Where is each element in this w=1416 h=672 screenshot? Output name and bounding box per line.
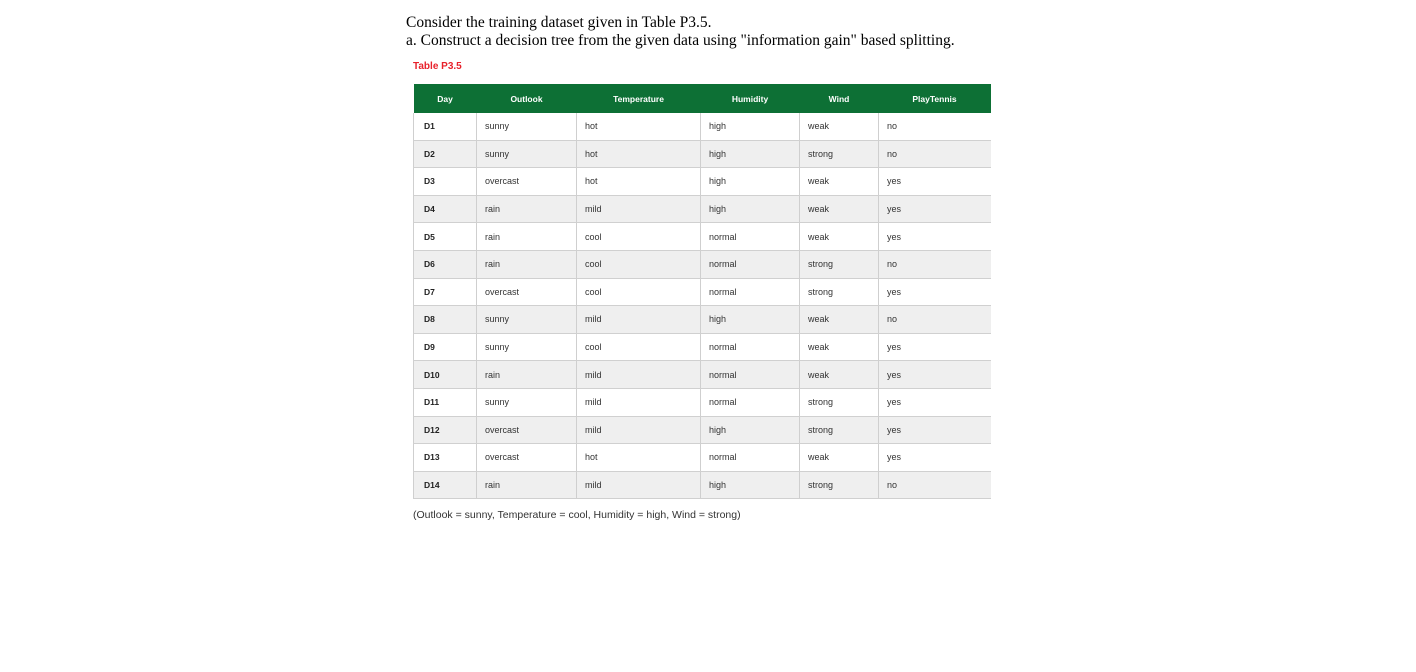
cell-wind: weak (800, 333, 879, 361)
cell-humidity: high (701, 113, 800, 140)
cell-outlook: overcast (477, 444, 577, 472)
cell-temperature: cool (577, 278, 701, 306)
table-row (414, 471, 991, 499)
table-row (414, 416, 991, 444)
cell-wind: strong (800, 388, 879, 416)
table-footnote: (Outlook = sunny, Temperature = cool, Humidity = high, Wind = strong) (413, 509, 741, 521)
column-header-day: Day (414, 84, 477, 113)
cell-humidity: high (701, 168, 800, 196)
cell-playtennis: yes (879, 333, 991, 361)
cell-playtennis: yes (879, 388, 991, 416)
cell-outlook: sunny (477, 306, 577, 334)
table-header-row (414, 84, 991, 113)
cell-wind: weak (800, 306, 879, 334)
cell-wind: strong (800, 140, 879, 168)
table-row (414, 361, 991, 389)
cell-wind: weak (800, 168, 879, 196)
cell-day: D7 (414, 278, 477, 306)
cell-playtennis: no (879, 306, 991, 334)
cell-outlook: overcast (477, 168, 577, 196)
cell-day: D9 (414, 333, 477, 361)
cell-day: D14 (414, 471, 477, 499)
cell-playtennis: no (879, 250, 991, 278)
cell-outlook: sunny (477, 140, 577, 168)
question-line-2: a. Construct a decision tree from the given data using "information gain" based splitting. (406, 32, 955, 49)
cell-humidity: high (701, 416, 800, 444)
cell-temperature: hot (577, 168, 701, 196)
cell-wind: weak (800, 223, 879, 251)
training-data-table (413, 84, 991, 499)
cell-playtennis: yes (879, 168, 991, 196)
cell-day: D1 (414, 113, 477, 140)
cell-outlook: sunny (477, 388, 577, 416)
cell-humidity: high (701, 306, 800, 334)
cell-temperature: mild (577, 195, 701, 223)
cell-wind: weak (800, 113, 879, 140)
cell-day: D13 (414, 444, 477, 472)
cell-wind: weak (800, 195, 879, 223)
cell-playtennis: no (879, 140, 991, 168)
cell-outlook: rain (477, 250, 577, 278)
cell-humidity: normal (701, 278, 800, 306)
cell-temperature: mild (577, 388, 701, 416)
cell-temperature: mild (577, 306, 701, 334)
cell-humidity: normal (701, 223, 800, 251)
cell-temperature: cool (577, 333, 701, 361)
cell-day: D10 (414, 361, 477, 389)
table-row (414, 388, 991, 416)
cell-humidity: normal (701, 444, 800, 472)
cell-day: D5 (414, 223, 477, 251)
cell-humidity: normal (701, 361, 800, 389)
cell-day: D8 (414, 306, 477, 334)
column-header-humidity: Humidity (701, 84, 800, 113)
question-text (406, 14, 955, 50)
table-row (414, 113, 991, 140)
cell-wind: strong (800, 416, 879, 444)
cell-playtennis: no (879, 113, 991, 140)
cell-playtennis: yes (879, 361, 991, 389)
cell-playtennis: yes (879, 416, 991, 444)
cell-playtennis: yes (879, 223, 991, 251)
cell-humidity: high (701, 195, 800, 223)
column-header-playtennis: PlayTennis (879, 84, 991, 113)
table-row (414, 168, 991, 196)
cell-outlook: rain (477, 195, 577, 223)
table-row (414, 250, 991, 278)
cell-outlook: sunny (477, 333, 577, 361)
cell-playtennis: yes (879, 278, 991, 306)
cell-humidity: normal (701, 333, 800, 361)
cell-playtennis: no (879, 471, 991, 499)
cell-wind: strong (800, 471, 879, 499)
cell-outlook: rain (477, 471, 577, 499)
cell-wind: strong (800, 278, 879, 306)
table-row (414, 333, 991, 361)
table-row (414, 444, 991, 472)
cell-temperature: mild (577, 361, 701, 389)
cell-outlook: sunny (477, 113, 577, 140)
table-row (414, 140, 991, 168)
cell-outlook: overcast (477, 278, 577, 306)
cell-humidity: normal (701, 388, 800, 416)
cell-humidity: high (701, 471, 800, 499)
cell-humidity: normal (701, 250, 800, 278)
table-body (414, 113, 991, 499)
cell-temperature: cool (577, 223, 701, 251)
cell-temperature: cool (577, 250, 701, 278)
cell-day: D2 (414, 140, 477, 168)
cell-temperature: hot (577, 444, 701, 472)
table-row (414, 195, 991, 223)
question-line-1: Consider the training dataset given in Table P3.5. (406, 14, 712, 31)
table-row (414, 306, 991, 334)
cell-outlook: overcast (477, 416, 577, 444)
cell-day: D3 (414, 168, 477, 196)
cell-outlook: rain (477, 223, 577, 251)
cell-day: D12 (414, 416, 477, 444)
cell-playtennis: yes (879, 444, 991, 472)
table-row (414, 278, 991, 306)
cell-temperature: mild (577, 416, 701, 444)
table-caption: Table P3.5 (413, 61, 462, 72)
cell-day: D11 (414, 388, 477, 416)
cell-wind: weak (800, 361, 879, 389)
cell-day: D4 (414, 195, 477, 223)
cell-humidity: high (701, 140, 800, 168)
column-header-temperature: Temperature (577, 84, 701, 113)
cell-day: D6 (414, 250, 477, 278)
cell-wind: weak (800, 444, 879, 472)
cell-temperature: hot (577, 113, 701, 140)
cell-temperature: hot (577, 140, 701, 168)
cell-temperature: mild (577, 471, 701, 499)
column-header-wind: Wind (800, 84, 879, 113)
table-row (414, 223, 991, 251)
cell-outlook: rain (477, 361, 577, 389)
cell-playtennis: yes (879, 195, 991, 223)
column-header-outlook: Outlook (477, 84, 577, 113)
cell-wind: strong (800, 250, 879, 278)
